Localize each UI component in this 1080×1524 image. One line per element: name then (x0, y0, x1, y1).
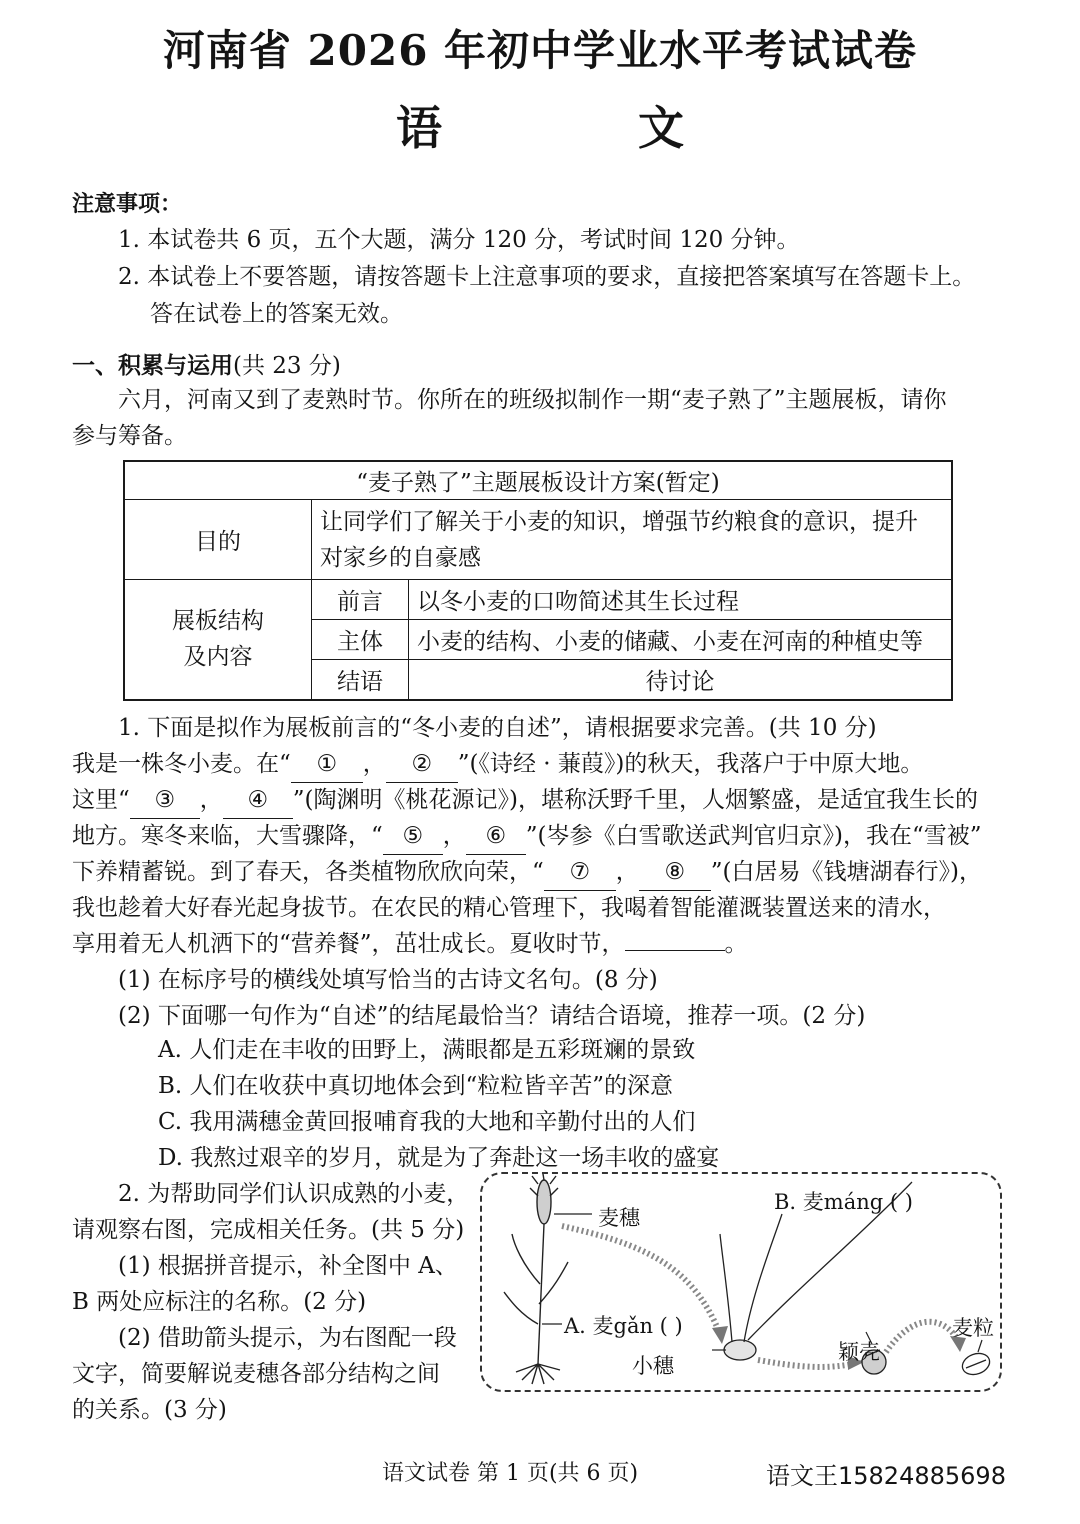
grain-icon (959, 1350, 992, 1378)
structure-label-line-1: 展板结构 (172, 608, 264, 635)
notice-item-2: 2. 本试卷上不要答题，请按答题卡上注意事项的要求，直接把答案填写在答题卡上。 (118, 264, 976, 290)
content-body: 小麦的结构、小麦的储藏、小麦在河南的种植史等 (409, 620, 953, 660)
page-footer: 语文试卷 第 1 页(共 6 页) (382, 1461, 639, 1486)
blank-4: ④ (223, 782, 293, 819)
section-intro-1: 六月，河南又到了麦熟时节。你所在的班级拟制作一期“麦子熟了”主题展板，请你 (118, 387, 947, 413)
section-points: (共 23 分) (233, 353, 341, 379)
passage-line-3 (72, 818, 982, 855)
notice-item-3: 答在试卷上的答案无效。 (150, 301, 403, 327)
label-glume: 颖壳 (838, 1340, 880, 1364)
option-c: C. 我用满穗金黄回报哺育我的大地和辛勤付出的人们 (158, 1109, 696, 1135)
plan-table (123, 460, 953, 701)
q2-line-4: B 两处应标注的名称。(2 分) (72, 1289, 367, 1315)
blank-3: ③ (130, 782, 200, 819)
passage-line-5: 我也趁着大好春光起身拔节。在农民的精心管理下，我喝着智能灌溉装置送来的清水， (72, 895, 946, 921)
wheat-plant-icon (504, 1174, 568, 1384)
passage-line-6 (72, 926, 748, 962)
structure-label (124, 580, 312, 700)
q1-sub1: (1) 在标序号的横线处填写恰当的古诗文名句。(8 分) (118, 967, 658, 993)
notice-item-1: 1. 本试卷共 6 页，五个大题，满分 120 分，考试时间 120 分钟。 (118, 227, 800, 253)
passage-text: 地方。寒冬来临，大雪骤降，“ (72, 823, 383, 849)
exam-title: 河南省 2026 年初中学业水平考试试卷 (162, 26, 918, 75)
label-spike: 麦穗 (598, 1206, 640, 1230)
content-conclusion: 待讨论 (409, 660, 953, 700)
blank-7: ⑦ (544, 854, 616, 891)
passage-text: ”(白居易《钱塘湖春行》)， (710, 859, 982, 885)
blank-1: ① (291, 746, 363, 783)
passage-text: ”(陶渊明《桃花源记》)，堪称沃野千里，人烟繁盛，是适宜我生长的 (292, 787, 978, 813)
purpose-text (312, 500, 953, 580)
blank-5: ⑤ (383, 818, 443, 855)
section-title: 一、积累与运用 (72, 352, 233, 379)
content-preface: 以冬小麦的口吻简述其生长过程 (409, 580, 953, 620)
wheat-diagram (480, 1172, 1002, 1392)
q2-line-2: 请观察右图，完成相关任务。(共 5 分) (72, 1217, 465, 1243)
table-caption: “麦子熟了”主题展板设计方案(暂定) (124, 461, 952, 500)
purpose-label: 目的 (124, 500, 312, 580)
passage-line-1 (72, 746, 923, 783)
label-grain: 麦粒 (952, 1316, 994, 1340)
watermark: 语文王15824885698 (766, 1462, 1006, 1490)
label-spikelet: 小穗 (632, 1354, 674, 1378)
q2-line-3: (1) 根据拼音提示，补全图中 A、 (118, 1253, 458, 1279)
passage-line-2 (72, 782, 978, 819)
passage-text: 我是一株冬小麦。在“ (72, 751, 291, 777)
section-heading (72, 348, 341, 384)
section-intro-2: 参与筹备。 (72, 423, 187, 449)
q1-sub2: (2) 下面哪一句作为“自述”的结尾最恰当？请结合语境，推荐一项。(2 分) (118, 1003, 866, 1029)
passage-line-4 (72, 854, 982, 891)
blank-8: ⑧ (639, 854, 711, 891)
q2-line-1: 2. 为帮助同学们认识成熟的小麦， (118, 1181, 470, 1207)
q1-stem: 1. 下面是拟作为展板前言的“冬小麦的自述”，请根据要求完善。(共 10 分) (118, 715, 877, 741)
passage-text: 下养精蓄锐。到了春天，各类植物欣欣向荣，“ (72, 859, 544, 885)
passage-sep: ， (615, 859, 639, 885)
passage-text: ”(岑参《白雪歌送武判官归京》)，我在“雪被” (525, 823, 982, 849)
wheat-illustration (482, 1174, 1000, 1390)
option-b: B. 人们在收获中真切地体会到“粒粒皆辛苦”的深意 (158, 1073, 674, 1099)
blank-6: ⑥ (466, 818, 526, 855)
passage-text: 。 (724, 931, 748, 957)
label-a-stem: A. 麦gǎn ( ) (564, 1314, 683, 1338)
passage-text: 这里“ (72, 787, 130, 813)
structure-label-line-2: 及内容 (183, 644, 253, 671)
blank-2: ② (386, 746, 458, 783)
passage-sep: ， (199, 787, 223, 813)
option-d: D. 我熬过艰辛的岁月，就是为了奔赴这一场丰收的盛宴 (158, 1145, 720, 1171)
q2-line-7: 的关系。(3 分) (72, 1397, 227, 1423)
notice-heading: 注意事项： (72, 191, 183, 217)
purpose-line-1: 让同学们了解关于小麦的知识，增强节约粮食的意识，提升 (320, 508, 918, 535)
purpose-line-2: 对家乡的自豪感 (320, 544, 481, 571)
subject-title: 语 文 (395, 101, 774, 155)
part-body: 主体 (312, 620, 409, 660)
q2-line-6: 文字，简要解说麦穗各部分结构之间 (72, 1361, 440, 1387)
blank-ending (625, 950, 725, 951)
passage-text: 享用着无人机洒下的“营养餐”，茁壮成长。夏收时节， (72, 931, 625, 957)
part-conclusion: 结语 (312, 660, 409, 700)
passage-text: ”(《诗经 · 蒹葭》)的秋天，我落户于中原大地。 (457, 751, 924, 777)
label-b-awn: B. 麦máng ( ) (774, 1190, 913, 1214)
part-preface: 前言 (312, 580, 409, 620)
passage-sep: ， (362, 751, 386, 777)
passage-sep: ， (442, 823, 466, 849)
q2-line-5: (2) 借助箭头提示，为右图配一段 (118, 1325, 457, 1351)
option-a: A. 人们走在丰收的田野上，满眼都是五彩斑斓的景致 (158, 1037, 696, 1063)
